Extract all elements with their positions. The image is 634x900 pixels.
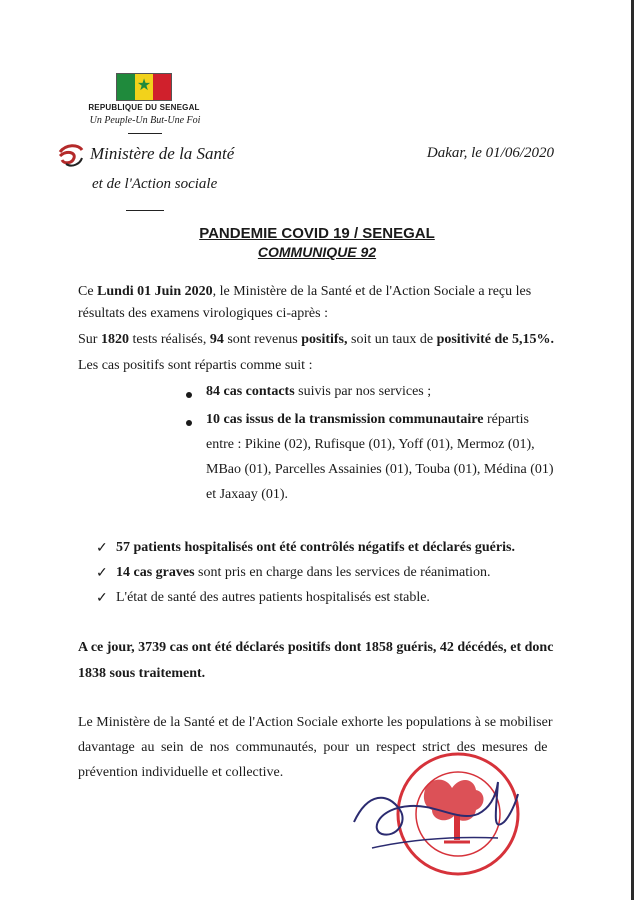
divider xyxy=(126,210,164,211)
closing-line-3: prévention individuelle et collective. xyxy=(78,765,284,780)
divider xyxy=(128,133,162,134)
ministry-name-line2: et de l'Action sociale xyxy=(92,176,218,192)
bullet-contacts: 84 cas contacts suivis par nos services ; xyxy=(206,384,432,399)
check-icon: ✓ xyxy=(96,566,108,581)
closing-line-1: Le Ministère de la Santé et de l'Action Sociale exhorte les populations à se mobiliser xyxy=(78,715,553,730)
senegal-flag xyxy=(116,73,172,101)
bullet-icon xyxy=(186,420,192,426)
severe-cases-line: 14 cas graves sont pris en charge dans les services de réanimation. xyxy=(116,565,491,580)
document-title: PANDEMIE COVID 19 / SENEGAL xyxy=(199,225,435,242)
document-subtitle: COMMUNIQUE 92 xyxy=(257,244,377,260)
star-icon: ★ xyxy=(136,77,152,94)
intro-line-2: résultats des examens virologiques ci-après : xyxy=(78,306,328,321)
intro-line-3: Sur 1820 tests réalisés, 94 sont revenus positifs, soit un taux de positivité de 5,15%. xyxy=(78,332,555,347)
official-stamp xyxy=(348,752,528,882)
summary-line-2: 1838 sous traitement. xyxy=(78,666,206,681)
intro-line-4: Les cas positifs sont répartis comme suit : xyxy=(78,358,313,373)
check-icon: ✓ xyxy=(96,591,108,606)
bullet-icon xyxy=(186,392,192,398)
ministry-name: Ministère de la Santé xyxy=(90,144,235,163)
bullet-community-line-2: entre : Pikine (02), Rufisque (01), Yoff (01), Mermoz (01), xyxy=(206,437,535,452)
stable-line: L'état de santé des autres patients hospitalisés est stable. xyxy=(116,590,430,605)
republic-label: REPUBLIQUE DU SENEGAL xyxy=(88,103,200,112)
bullet-community-line-4: et Jaxaay (01). xyxy=(206,487,289,502)
bullet-community: 10 cas issus de la transmission communautaire répartis xyxy=(206,412,529,427)
check-icon: ✓ xyxy=(96,541,108,556)
ministry-logo xyxy=(56,142,86,170)
intro-line-1: Ce Lundi 01 Juin 2020, le Ministère de la Santé et de l'Action Sociale a reçu les xyxy=(78,284,532,299)
closing-line-2: davantage au sein de nos communautés, pour un respect strict des mesures de xyxy=(78,740,548,755)
recovered-line: 57 patients hospitalisés ont été contrôlés négatifs et déclarés guéris. xyxy=(116,540,515,555)
summary-line-1: A ce jour, 3739 cas ont été déclarés positifs dont 1858 guéris, 42 décédés, et donc xyxy=(78,640,554,655)
national-motto: Un Peuple-Un But-Une Foi xyxy=(89,115,201,126)
bullet-community-line-3: MBao (01), Parcelles Assainies (01), Touba (01), Médina (01) xyxy=(206,462,554,477)
dateline: Dakar, le 01/06/2020 xyxy=(426,145,554,161)
